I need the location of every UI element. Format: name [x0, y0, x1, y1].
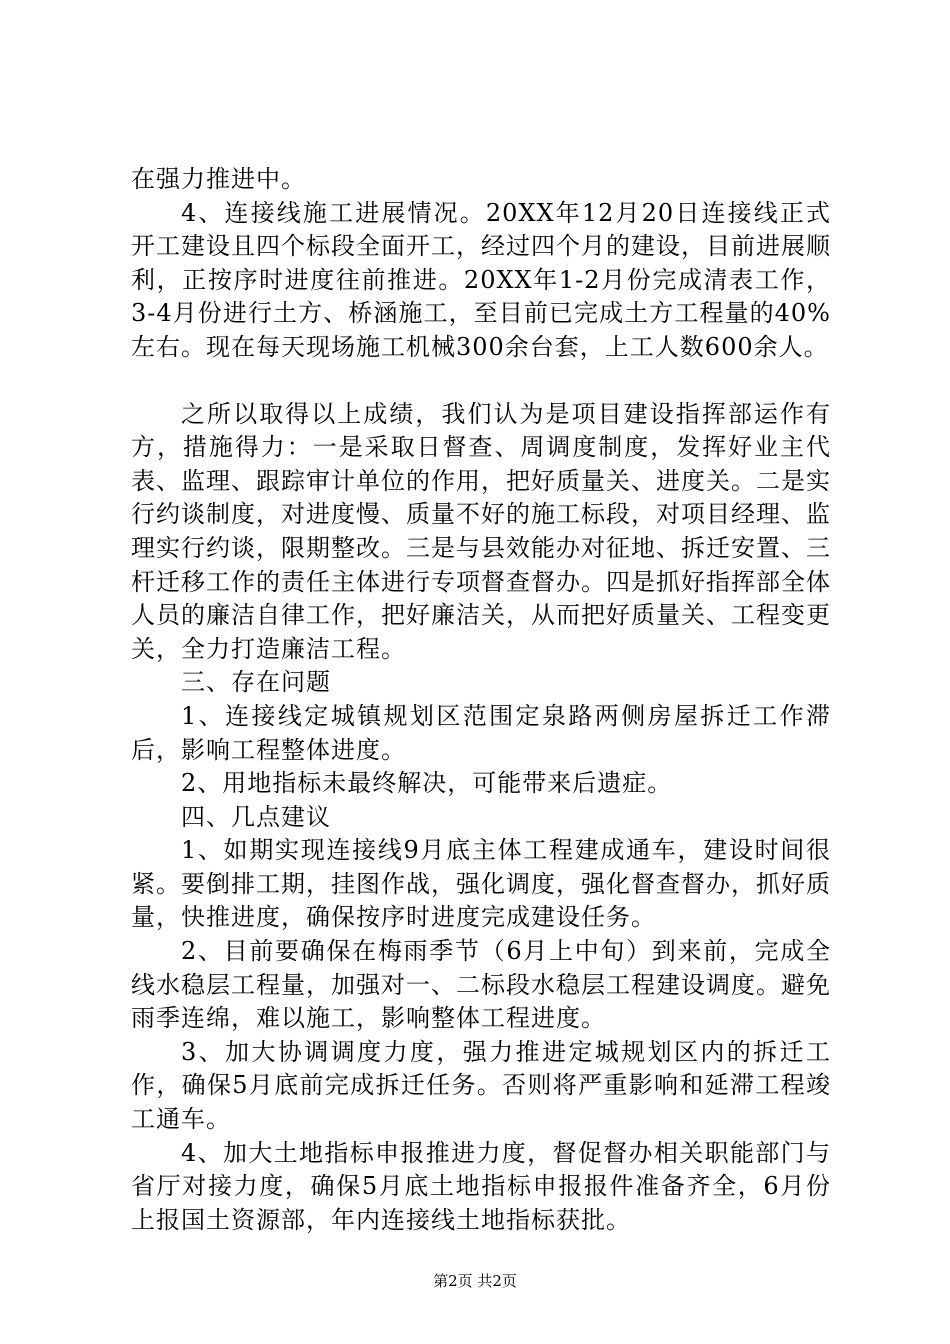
- section-heading-problems: 三、存在问题: [181, 668, 331, 697]
- suggestion-item-2: 2、目前要确保在梅雨季节（6月上中旬）到来前，完成全线水稳层工程量，加强对一、二标段水稳层工程建设调度。避免雨季连绵，难以施工，影响整体工程进度。: [131, 937, 831, 1033]
- suggestion-item-3: 3、加大协调调度力度，强力推进定城规划区内的拆迁工作，确保5月底前完成拆迁任务。否则将严重影响和延滞工程竣工通车。: [131, 1037, 831, 1134]
- problem-item-2: 2、用地指标未最终解决，可能带来后遗症。: [181, 769, 673, 798]
- suggestion-item-1: 1、如期实现连接线9月底主体工程建成通车，建设时间很紧。要倒排工期，挂图作战，强化调度，强化督查督办，抓好质量，快推进度，确保按序时进度完成建设任务。: [131, 836, 831, 932]
- suggestion-item-4: 4、加大土地指标申报推进力度，督促督办相关职能部门与省厅对接力度，确保5月底土地指标申报报件准备齐全，6月份上报国土资源部，年内连接线土地指标获批。: [131, 1138, 831, 1234]
- paragraph-continuation: 在强力推进中。: [131, 165, 306, 193]
- paragraph-progress-item-4: 4、连接线施工进展情况。20XX年12月20日连接线正式开工建设且四个标段全面开工，经过四个月的建设，目前进展顺利，正按序时进度往前推进。20XX年1-2月份完成清表工作，3-4月份进行土方、桥涵施工，至目前已完成土方工程量的40%左右。现在每天现场施工机械300余台套，上工人数600余人。: [131, 198, 831, 361]
- paragraph-achievements: 之所以取得以上成绩，我们认为是项目建设指挥部运作有方，措施得力：一是采取日督查、周调度制度，发挥好业主代表、监理、跟踪审计单位的作用，把好质量关、进度关。二是实行约谈制度，对进度慢、质量不好的施工标段，对项目经理、监理实行约谈，限期整改。三是与县效能办对征地、拆迁安置、三杆迁移工作的责任主体进行专项督查督办。四是抓好指挥部全体人员的廉洁自律工作，把好廉洁关，从而把好质量关、工程变更关，全力打造廉洁工程。: [131, 399, 831, 663]
- problem-item-1: 1、连接线定城镇规划区范围定泉路两侧房屋拆迁工作滞后，影响工程整体进度。: [131, 701, 831, 764]
- section-heading-suggestions: 四、几点建议: [181, 802, 331, 831]
- page-number-footer: 第2页 共2页: [433, 1272, 517, 1290]
- document-body: [131, 163, 831, 1237]
